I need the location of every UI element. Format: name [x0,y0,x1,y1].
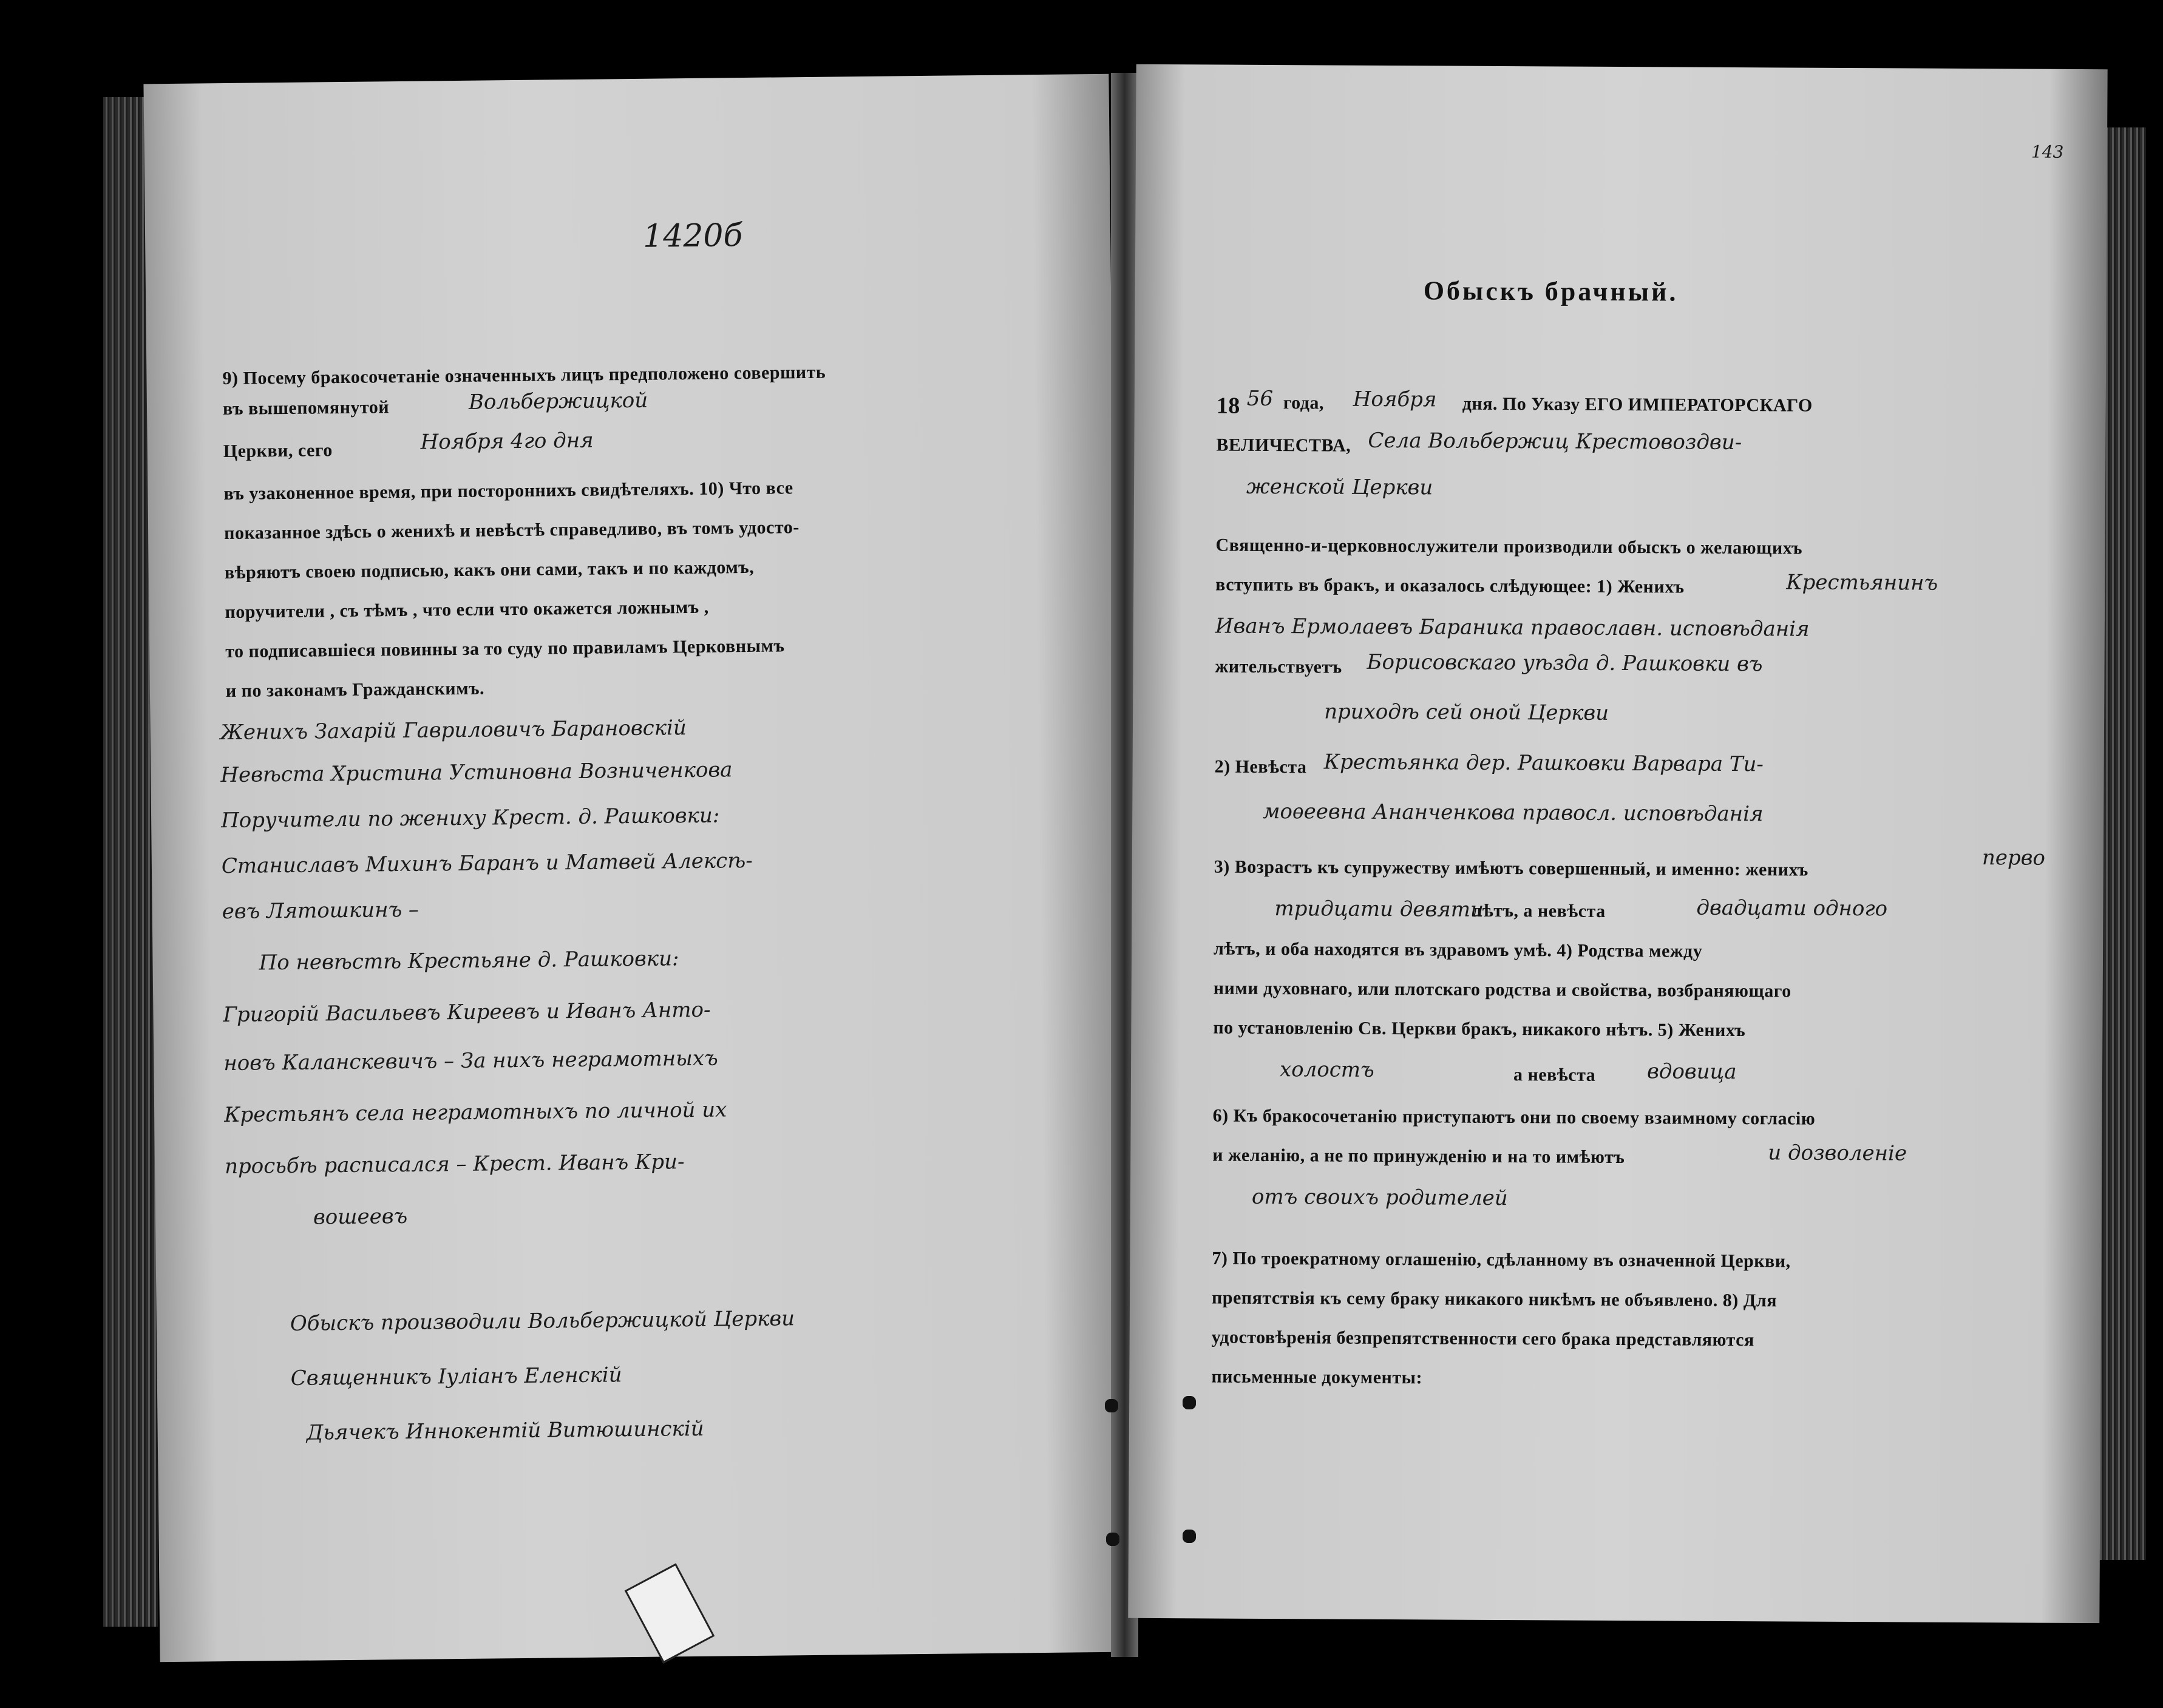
right-page-number: 143 [2031,141,2064,162]
printed-line: препятствія къ сему браку никакого никѣмъ не объявлено. 8) Для [1211,1287,1778,1311]
printed-line: и желанію, а не по принужденію и на то имѣютъ [1212,1145,1625,1168]
handwritten-bride: Крестьянка дер. Рашковки Варвара Ти- [1323,750,1764,777]
handwritten-residence: Борисовскаго уѣзда д. Рашковки въ [1367,649,1763,677]
handwritten-groom-status: холостъ [1279,1057,1374,1082]
handwritten-line: Крестьянъ села неграмотныхъ по личной их [224,1097,727,1128]
handwritten-date: Ноября 4го дня [420,428,594,455]
year-prefix: 18 [1216,393,1240,419]
handwritten-groom: Иванъ Ермолаевъ Бараника православн. исповѣданія [1215,614,1810,642]
handwritten-line: вошеевъ [313,1204,408,1230]
printed-line: года, [1283,393,1325,413]
printed-line: ними духовнаго, или плотскаго родства и свойства, возбраняющаго [1213,978,1791,1001]
handwritten-line: просьбѣ расписался – Крест. Иванъ Кри- [224,1150,685,1179]
printed-line: жительствуетъ [1215,656,1342,677]
printed-line: лѣтъ, а невѣста [1472,900,1606,921]
printed-line: 7) По троекратному оглашенію, сдѣланному въ означенной Церкви, [1212,1248,1791,1272]
handwritten-groom-age: тридцати девяти [1274,896,1484,922]
handwritten-bride-age: двадцати одного [1696,895,1888,921]
printed-line: 6) Къ бракосочетанію приступаютъ они по своему взаимному согласію [1212,1105,1816,1129]
handwritten-bride-status: вдовица [1646,1059,1737,1085]
binding-hole [1183,1530,1196,1543]
handwritten-line: Женихъ Захарій Гавриловичъ Барановскій [220,716,687,745]
left-page [143,74,1125,1662]
printed-line: удостовѣренія безпрепятственности сего брака представляются [1211,1327,1754,1350]
printed-line: 2) Невѣста [1214,756,1307,778]
printed-line: вѣряютъ своею подписью, какъ они сами, такъ и по каждомъ, [224,557,755,583]
handwritten-bride: моѳеевна Ананченкова правосл. исповѣданія [1263,799,1764,827]
printed-line: вступить въ бракъ, и оказалось слѣдующее: 1) Женихъ [1215,574,1685,597]
printed-line: то подписавшіеся повинны за то суду по правиламъ Церковнымъ [225,635,785,662]
printed-line: въ вышепомянутой [222,397,390,419]
handwritten-parish: Села Вольбержиц Крестовоздви- [1368,428,1742,455]
printed-line: показанное здѣсь о женихѣ и невѣстѣ справедливо, въ томъ удосто- [224,517,800,544]
document-title: Обыскъ брачный. [1423,276,1679,307]
handwritten-consent: отъ своихъ родителей [1251,1184,1508,1211]
printed-line: поручители , съ тѣмъ , что если что окажется ложнымъ , [225,597,709,623]
printed-line: дня. По Указу ЕГО ИМПЕРАТОРСКАГО [1462,393,1813,416]
printed-line: Церкви, сего [223,440,333,462]
handwritten-line: Невѣста Христина Устиновна Возниченкова [220,757,733,788]
printed-line: а невѣста [1513,1065,1596,1085]
handwritten-parish: женской Церкви [1246,474,1433,500]
handwritten-consent: и дозволеніе [1768,1140,1907,1166]
printed-line: и по законамъ Гражданскимъ. [225,678,485,702]
binding-hole [1105,1399,1118,1412]
printed-line: лѣтъ, и оба находятся въ здравомъ умѣ. 4) Родства между [1213,938,1703,961]
handwritten-month: Ноября [1353,387,1437,412]
printed-line: 9) Посему бракосочетаніе означенныхъ лицъ предположено совершить [222,362,826,389]
left-page-number: 1420б [642,217,743,255]
handwritten-line: Поручители по жениху Крест. д. Рашковки: [220,803,720,833]
printed-line: 3) Возрастъ къ супружеству имѣютъ совершенный, и именно: женихъ [1214,856,1808,880]
signature-line: Обыскъ производили Вольбержицкой Церкви [290,1306,795,1336]
handwritten-residence: приходѣ сей оной Церкви [1324,699,1609,725]
right-page [1128,64,2107,1623]
printed-line: по установленію Св. Церкви бракъ, никакого нѣтъ. 5) Женихъ [1213,1017,1746,1041]
printed-line: письменные документы: [1211,1366,1423,1388]
handwritten-line: Станиславъ Михинъ Баранъ и Матвей Алексѣ- [221,848,753,879]
handwritten-groom: Крестьянинъ [1786,570,1938,595]
handwritten-note: перво [1981,846,2046,870]
handwritten-year: 56 [1246,386,1274,412]
printed-line: Священно-и-церковнослужители производили обыскъ о желающихъ [1215,535,1803,558]
handwritten-line: Григорій Васильевъ Киреевъ и Иванъ Анто- [223,997,711,1028]
binding-hole [1183,1396,1196,1409]
binding-hole [1106,1533,1119,1546]
printed-line: ВЕЛИЧЕСТВА, [1216,435,1351,456]
handwritten-line: По невѣстѣ Крестьяне д. Рашковки: [259,946,679,975]
handwritten-church: Вольбержицкой [468,388,648,415]
signature-line: Священникъ Іуліанъ Еленскій [290,1363,622,1391]
signature-line: Дьячекъ Иннокентій Витюшинскій [306,1416,704,1445]
printed-line: въ узаконенное время, при постороннихъ свидѣтеляхъ. 10) Что все [223,478,793,504]
handwritten-line: евъ Лятошкинъ – [222,897,419,924]
handwritten-line: новъ Каланскевичъ – За нихъ неграмотныхъ [223,1046,718,1076]
